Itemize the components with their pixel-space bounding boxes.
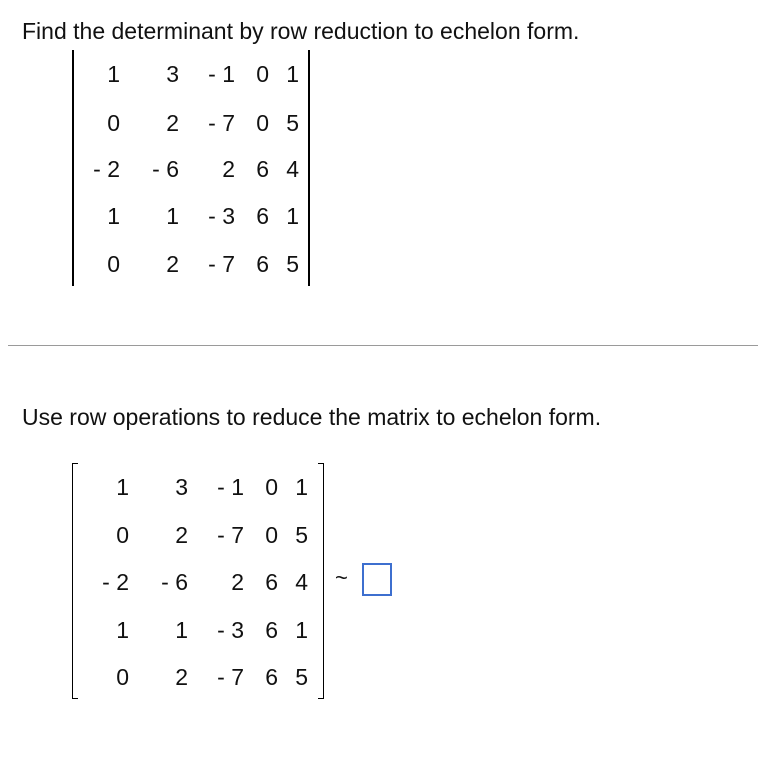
answer-input[interactable] (362, 563, 392, 596)
determinant-cell: 0 (107, 251, 120, 277)
matrix-cell: - 3 (217, 617, 244, 643)
matrix-cell: 4 (295, 569, 308, 595)
matrix-cell: 5 (295, 522, 308, 548)
determinant-cell: 1 (286, 203, 299, 229)
determinant-cell: 1 (286, 61, 299, 87)
determinant-cell: 4 (286, 156, 299, 182)
subinstruction: Use row operations to reduce the matrix to echelon form. (22, 404, 602, 430)
determinant-cell: 1 (166, 203, 179, 229)
determinant-cell: - 2 (93, 156, 120, 182)
matrix-cell: 6 (265, 617, 278, 643)
determinant-cell: 6 (256, 251, 269, 277)
determinant-cell: 6 (256, 156, 269, 182)
matrix-cell: - 7 (217, 522, 244, 548)
determinant-cell: 5 (286, 110, 299, 136)
determinant-cell: 5 (286, 251, 299, 277)
determinant-cell: 0 (256, 61, 269, 87)
determinant-cell: 3 (166, 61, 179, 87)
determinant-cell: 6 (256, 203, 269, 229)
determinant-cell: 1 (107, 61, 120, 87)
matrix-right-bracket (318, 463, 324, 699)
matrix-cell: - 7 (217, 664, 244, 690)
matrix-cell: 3 (175, 474, 188, 500)
matrix-cell: 2 (175, 522, 188, 548)
determinant-cell: 0 (107, 110, 120, 136)
determinant-cell: 0 (256, 110, 269, 136)
matrix-cell: 5 (295, 664, 308, 690)
section-divider (8, 345, 758, 346)
matrix-cell: 1 (295, 617, 308, 643)
determinant-cell: 1 (107, 203, 120, 229)
determinant-cell: - 6 (152, 156, 179, 182)
determinant-cell: 2 (166, 110, 179, 136)
row-equivalent-symbol: ~ (335, 565, 348, 590)
matrix-cell: 6 (265, 569, 278, 595)
determinant-cell: - 7 (208, 251, 235, 277)
matrix-cell: 6 (265, 664, 278, 690)
determinant-cell: 2 (166, 251, 179, 277)
determinant-cell: - 7 (208, 110, 235, 136)
instruction-title: Find the determinant by row reduction to echelon form. (22, 18, 580, 44)
matrix-cell: - 6 (161, 569, 188, 595)
matrix-cell: 1 (175, 617, 188, 643)
determinant-right-bar (308, 50, 310, 286)
matrix-cell: - 2 (102, 569, 129, 595)
determinant-left-bar (72, 50, 74, 286)
matrix-cell: 2 (175, 664, 188, 690)
matrix-cell: 0 (265, 474, 278, 500)
matrix-cell: 0 (116, 664, 129, 690)
matrix-cell: 2 (231, 569, 244, 595)
matrix-left-bracket (72, 463, 78, 699)
matrix-cell: 1 (116, 474, 129, 500)
determinant-cell: 2 (222, 156, 235, 182)
matrix-cell: 0 (116, 522, 129, 548)
matrix-cell: 1 (295, 474, 308, 500)
matrix-cell: 0 (265, 522, 278, 548)
matrix-cell: - 1 (217, 474, 244, 500)
matrix-cell: 1 (116, 617, 129, 643)
determinant-cell: - 1 (208, 61, 235, 87)
determinant-cell: - 3 (208, 203, 235, 229)
